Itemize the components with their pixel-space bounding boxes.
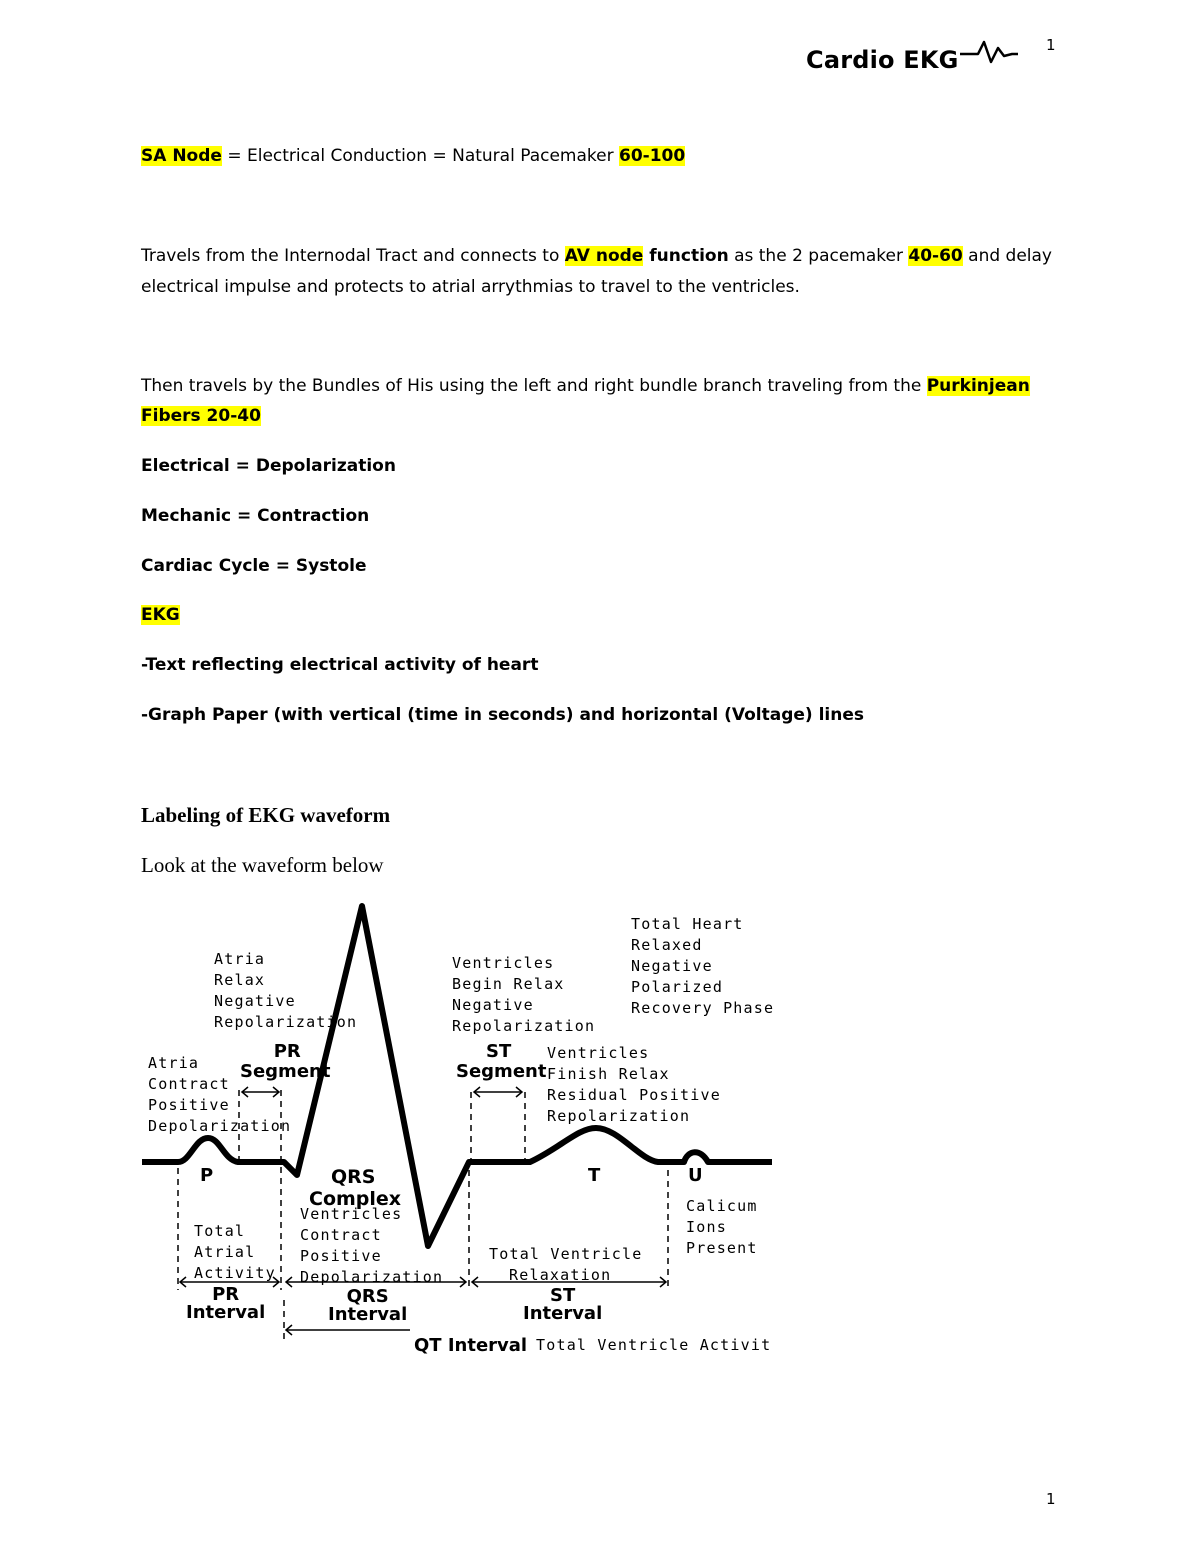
ekg-item-1: -Text reflecting electrical activity of heart <box>141 655 539 675</box>
label-qrs-complex: QRS Complex <box>309 1166 402 1210</box>
section-heading: Labeling of EKG waveform <box>141 803 391 827</box>
footer-page-number: 1 <box>1046 1490 1056 1508</box>
mechanic-line: Mechanic = Contraction <box>141 506 370 526</box>
label-ventricles-finish-relax: Ventricles Finish Relax Residual Positive Repolarization <box>547 1044 721 1125</box>
ekg-heading-text: EKG <box>141 605 180 625</box>
label-total-heart-relaxed: Total Heart Relaxed Negative Polarized Recovery Phase <box>631 915 775 1017</box>
cardiac-cycle-line: Cardiac Cycle = Systole <box>141 556 367 576</box>
purkinje-intro: Then travels by the Bundles of His using the left and right bundle branch traveling from the <box>141 376 927 396</box>
sa-node-rate: 60-100 <box>619 146 686 166</box>
av-node-line-2: electrical impulse and protects to atrial arrythmias to travel to the ventricles. <box>141 277 800 297</box>
av-node-function: function <box>643 246 729 266</box>
label-calcium-ions: Calicum Ions Present <box>686 1197 758 1257</box>
label-st-segment: ST Segment <box>456 1041 547 1082</box>
purkinje-term: Purkinjean <box>926 376 1030 396</box>
av-node-post: and delay <box>962 246 1052 266</box>
av-node-rate: 40-60 <box>908 246 963 266</box>
electrical-line: Electrical = Depolarization <box>141 456 396 476</box>
label-u-wave: U <box>688 1165 703 1186</box>
av-node-term: AV node <box>564 246 644 266</box>
section-intro: Look at the waveform below <box>141 853 384 877</box>
purkinje-fibers-rate: Fibers 20-40 <box>141 406 261 426</box>
label-pr-interval: PR Interval <box>186 1284 266 1323</box>
label-total-ventricle-activity: Total Ventricle Activit <box>536 1336 772 1354</box>
document-title: Cardio EKG <box>806 46 959 74</box>
sa-node-description: = Electrical Conduction = Natural Pacemaker <box>221 146 619 166</box>
label-qt-interval: QT Interval <box>414 1335 528 1356</box>
label-p-wave: P <box>200 1165 214 1186</box>
sa-node-term: SA Node <box>141 146 222 166</box>
label-t-wave: T <box>588 1165 601 1186</box>
label-ventricles-begin-relax: Ventricles Begin Relax Negative Repolarization <box>452 954 596 1035</box>
av-node-intro: Travels from the Internodal Tract and connects to <box>141 246 565 266</box>
label-pr-segment: PR Segment <box>240 1041 331 1082</box>
label-total-ventricle-relaxation: Total Ventricle Relaxation <box>489 1245 643 1284</box>
ekg-item-2: -Graph Paper (with vertical (time in seconds) and horizontal (Voltage) lines <box>141 705 865 725</box>
label-atria-contract: Atria Contract Positive Depolarization <box>148 1054 292 1135</box>
label-ventricles-contract: Ventricles Contract Positive Depolarization <box>300 1205 444 1286</box>
label-st-interval: ST Interval <box>523 1285 603 1324</box>
header-page-number: 1 <box>1046 36 1056 54</box>
av-node-mid: as the 2 pacemaker <box>728 246 909 266</box>
label-qrs-interval: QRS Interval <box>328 1286 408 1325</box>
label-atria-relax: Atria Relax Negative Repolarization <box>214 950 358 1031</box>
label-total-atrial-activity: Total Atrial Activity <box>194 1222 276 1282</box>
